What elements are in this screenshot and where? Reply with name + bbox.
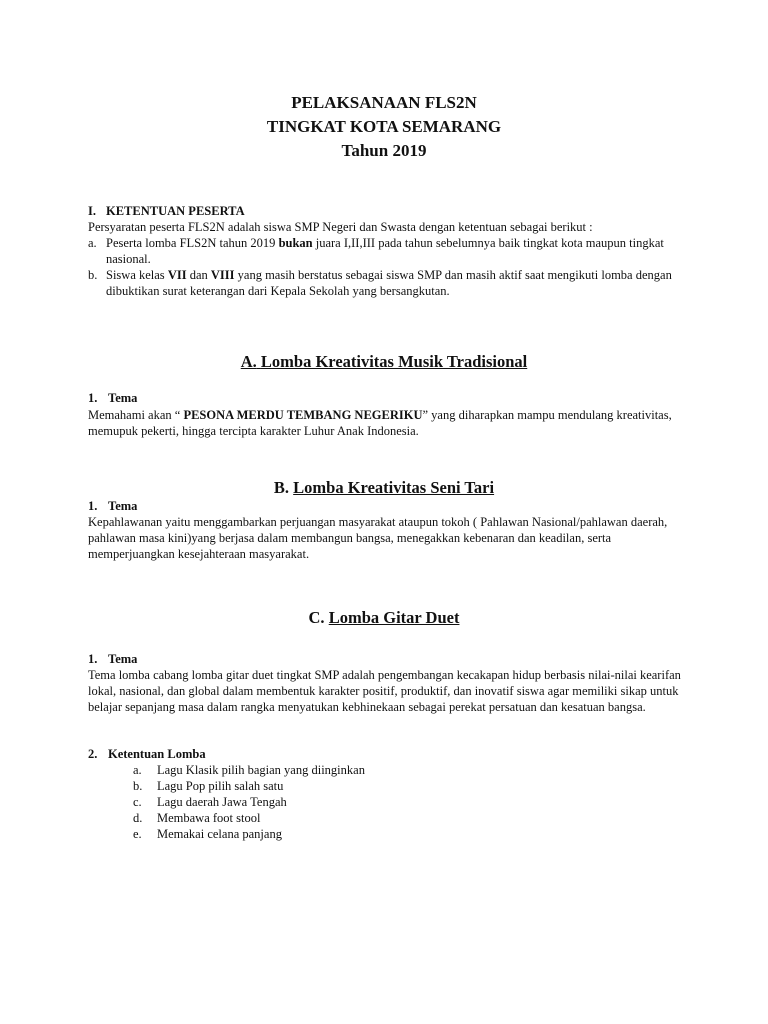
list-marker: c. — [133, 795, 142, 809]
ketentuan-number: 2. — [88, 747, 98, 761]
list-text: Lagu daerah Jawa Tengah — [157, 795, 287, 809]
list-item — [88, 267, 688, 299]
item-text-pre: Siswa kelas — [106, 268, 168, 282]
list-marker: b. — [133, 779, 143, 793]
tema-number: 1. — [88, 652, 98, 666]
section-i-number: I. — [88, 204, 96, 218]
list-item — [133, 794, 533, 810]
item-text-bold: VII — [167, 268, 187, 282]
list-item — [133, 826, 533, 842]
list-marker: a. — [133, 763, 142, 777]
list-item — [133, 810, 533, 826]
section-c-ketentuan-heading — [88, 746, 206, 762]
section-b-title: Lomba Kreativitas Seni Tari — [293, 478, 495, 497]
item-text-post: juara I,II,III pada tahun sebelumnya baik tingkat kota maupun tingkat nasional. — [106, 236, 664, 266]
tema-number: 1. — [88, 499, 98, 513]
tema-label: Tema — [108, 499, 138, 513]
list-marker: b. — [88, 268, 98, 282]
list-text — [106, 267, 688, 299]
section-i-heading — [88, 203, 688, 219]
section-a-tema-heading — [88, 390, 137, 406]
item-text-bold: bukan — [278, 236, 313, 250]
list-marker: d. — [133, 811, 143, 825]
section-i-intro: Persyaratan peserta FLS2N adalah siswa SMP Negeri dan Swasta dengan ketentuan sebagai berikut : — [88, 220, 593, 234]
list-text: Lagu Klasik pilih bagian yang diinginkan — [157, 763, 365, 777]
list-item — [88, 235, 688, 267]
section-a-letter: A. — [240, 352, 257, 371]
item-text-post: yang masih berstatus sebagai siswa SMP dan masih aktif saat mengikuti lomba dengan dibuktikan surat keterangan dari Kepala Sekolah yang bersangkutan. — [106, 268, 672, 298]
section-a-heading — [0, 352, 768, 372]
list-text: Membawa foot stool — [157, 811, 261, 825]
section-b-tema-heading — [88, 498, 137, 514]
tema-text-post: ” yang diharapkan mampu mendulang kreativitas, memupuk pekerti, hingga tercipta karakter Luhur Anak Indonesia. — [88, 408, 672, 438]
section-a-tema-text — [88, 407, 683, 439]
section-i-list — [88, 235, 688, 299]
tema-label: Tema — [108, 391, 138, 405]
section-c-tema-heading — [88, 651, 137, 667]
section-c-heading — [0, 608, 768, 628]
tema-text-bold: PESONA MERDU TEMBANG NEGERIKU — [183, 408, 423, 422]
doc-title-line3: Tahun 2019 — [341, 141, 427, 160]
section-b-heading — [0, 478, 768, 498]
list-item — [133, 778, 533, 794]
doc-title-line2: TINGKAT KOTA SEMARANG — [266, 117, 502, 136]
list-text — [106, 235, 688, 267]
ketentuan-list — [133, 762, 533, 842]
section-i-title: KETENTUAN PESERTA — [106, 204, 245, 218]
section-b-tema-text: Kepahlawanan yaitu menggambarkan perjuangan masyarakat ataupun tokoh ( Pahlawan Nasional/pahlawan daerah, pahlawan masa kini)yang berjasa dalam membangun bangsa, menegakkan kebenaran dan keadilan, serta memperjuangkan kesejahteraan masyarakat. — [88, 515, 668, 561]
section-c-letter: C. — [308, 608, 325, 627]
list-item — [133, 762, 533, 778]
list-marker: e. — [133, 827, 142, 841]
section-b-letter: B. — [273, 478, 290, 497]
list-text: Lagu Pop pilih salah satu — [157, 779, 284, 793]
item-text-mid: dan — [186, 268, 211, 282]
list-marker: a. — [88, 236, 97, 250]
item-text-bold: VIII — [210, 268, 235, 282]
item-text-pre: Peserta lomba FLS2N tahun 2019 — [106, 236, 279, 250]
tema-number: 1. — [88, 391, 98, 405]
section-a-title: Lomba Kreativitas Musik Tradisional — [260, 352, 528, 371]
section-c-title: Lomba Gitar Duet — [328, 608, 460, 627]
tema-label: Tema — [108, 652, 138, 666]
list-text: Memakai celana panjang — [157, 827, 282, 841]
tema-text-pre: Memahami akan “ — [88, 408, 184, 422]
doc-title-line1: PELAKSANAAN FLS2N — [291, 93, 477, 112]
ketentuan-label: Ketentuan Lomba — [108, 747, 206, 761]
section-c-tema-text: Tema lomba cabang lomba gitar duet tingkat SMP adalah pengembangan kecakapan hidup berbasis nilai-nilai kearifan lokal, nasional, dan global dalam membentuk karakter positif, produktif, dan inovatif siswa agar memiliki sikap untuk belajar sepanjang masa dalam rangka menyatukan kebhinekaan sebagai perekat persatuan dan kesatuan bangsa. — [88, 668, 681, 714]
